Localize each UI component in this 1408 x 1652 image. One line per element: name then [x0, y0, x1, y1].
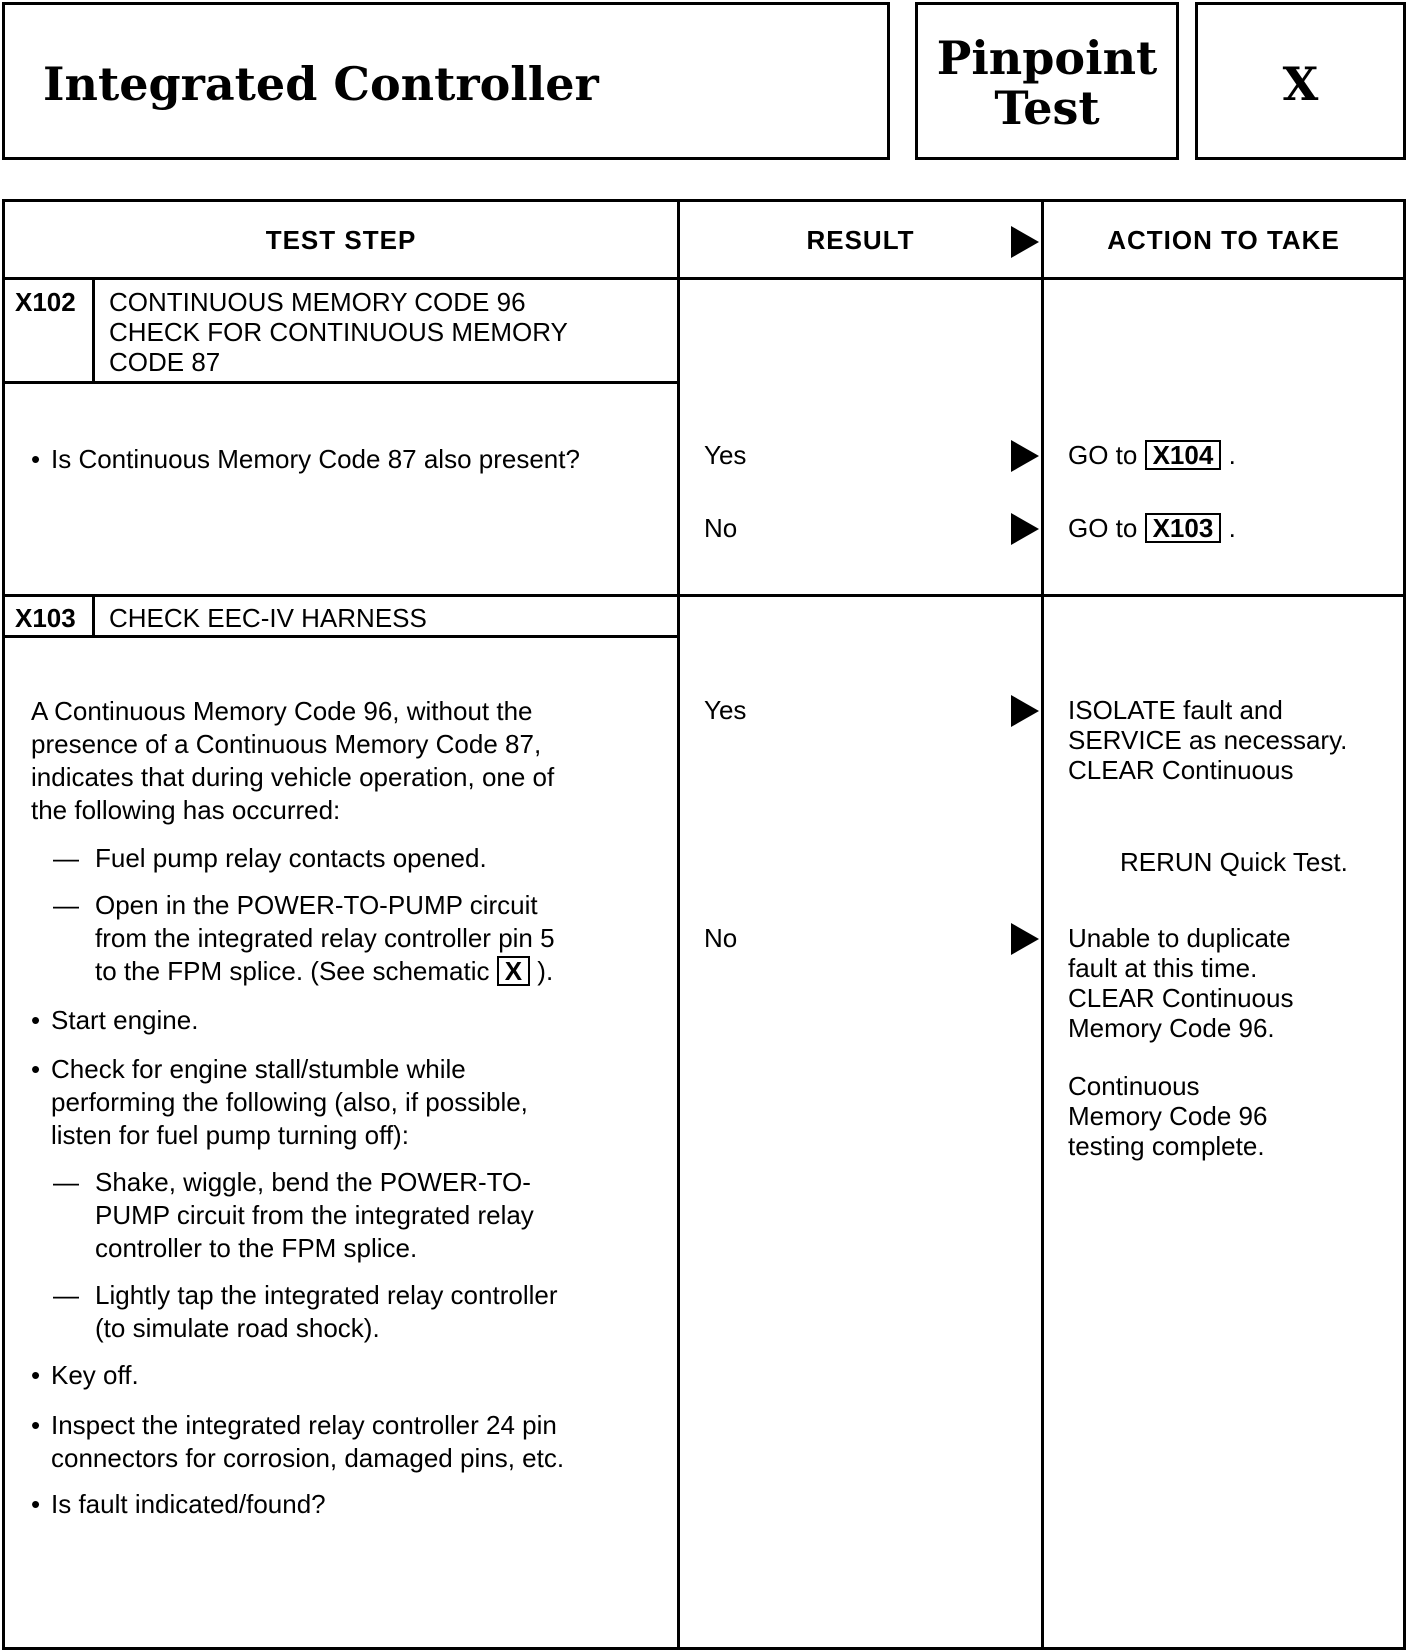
- x102-x103-divider: [5, 594, 1403, 597]
- x103-yes-action-line2: SERVICE as necessary.: [1068, 725, 1348, 755]
- x103-result-yes: Yes: [704, 695, 747, 725]
- dash-2-line2: from the integrated relay controller pin 5: [95, 923, 555, 953]
- dash-4: —: [53, 1280, 79, 1310]
- column-divider-action: [1041, 202, 1044, 1647]
- x102-yes-go-to: GO to: [1068, 440, 1138, 470]
- x102-question: Is Continuous Memory Code 87 also present?: [51, 444, 580, 474]
- x103-id-divider: [92, 594, 95, 638]
- dash-4-line2: (to simulate road shock).: [95, 1313, 380, 1343]
- x102-yes-arrow-icon: [1011, 440, 1039, 472]
- column-divider-result: [677, 202, 680, 1647]
- bullet-fault-text: Is fault indicated/found?: [51, 1489, 326, 1519]
- bullet-start-text: Start engine.: [51, 1005, 199, 1035]
- x102-title-line2: CHECK FOR CONTINUOUS MEMORY: [109, 317, 568, 347]
- x102-no-period: .: [1228, 513, 1236, 543]
- x103-yes-action-line1: ISOLATE fault and: [1068, 695, 1283, 725]
- x102-result-no: No: [704, 513, 738, 543]
- bullet-inspect: •: [31, 1410, 41, 1440]
- x103-no-action-line2: fault at this time.: [1068, 953, 1258, 983]
- x102-no-action: [1068, 512, 1236, 545]
- pinpoint-test-label: [918, 33, 1176, 133]
- dash-3-line2: PUMP circuit from the integrated relay: [95, 1200, 534, 1230]
- x102-yes-action: [1068, 439, 1236, 472]
- bullet-inspect-line1: Inspect the integrated relay controller 24 pin: [51, 1410, 557, 1440]
- dash-2-end: ).: [537, 956, 554, 986]
- test-label: Test: [994, 81, 1100, 135]
- x103-title: CHECK EEC-IV HARNESS: [109, 603, 427, 633]
- x103-no-action-line1: Unable to duplicate: [1068, 923, 1291, 953]
- page-title: Integrated Controller: [43, 57, 599, 111]
- dash-1-text: Fuel pump relay contacts opened.: [95, 843, 487, 873]
- page-header-title-box: [2, 2, 890, 160]
- bullet-check: •: [31, 1054, 41, 1084]
- x103-title-divider: [5, 635, 677, 638]
- bullet-check-line1: Check for engine stall/stumble while: [51, 1054, 466, 1084]
- x102-title-line3: CODE 87: [109, 347, 221, 377]
- x103-yes-action-line3: CLEAR Continuous: [1068, 755, 1294, 785]
- pinpoint-label: Pinpoint: [936, 31, 1158, 85]
- x102-yes-step-ref: X104: [1145, 440, 1222, 470]
- x103-yes-rerun: RERUN Quick Test.: [1120, 847, 1348, 877]
- col-header-action: ACTION TO TAKE: [1107, 225, 1340, 255]
- step-id-x102: X102: [15, 287, 76, 317]
- step-id-x103: X103: [15, 603, 76, 633]
- bullet-start: •: [31, 1005, 41, 1035]
- dash-3: —: [53, 1167, 79, 1197]
- test-letter-box: [1195, 2, 1406, 160]
- x103-complete-line2: Memory Code 96: [1068, 1101, 1268, 1131]
- x103-complete-line3: testing complete.: [1068, 1131, 1265, 1161]
- x103-no-arrow-icon: [1011, 923, 1039, 955]
- x103-intro-line4: the following has occurred:: [31, 795, 341, 825]
- pinpoint-test-box: [915, 2, 1179, 160]
- test-letter: X: [1282, 57, 1319, 111]
- x102-no-arrow-icon: [1011, 513, 1039, 545]
- x102-yes-period: .: [1228, 440, 1236, 470]
- schematic-ref: X: [497, 956, 530, 986]
- x103-no-action-line4: Memory Code 96.: [1068, 1013, 1275, 1043]
- x102-no-go-to: GO to: [1068, 513, 1138, 543]
- dash-2-line1: Open in the POWER-TO-PUMP circuit: [95, 890, 538, 920]
- x102-id-divider: [92, 277, 95, 384]
- x102-bullet: •: [31, 444, 41, 474]
- x103-complete-line1: Continuous: [1068, 1071, 1200, 1101]
- dash-4-line1: Lightly tap the integrated relay controller: [95, 1280, 558, 1310]
- pinpoint-test-table: [2, 199, 1406, 1650]
- dash-2-line3-text: to the FPM splice. (See schematic: [95, 956, 490, 986]
- x102-title-line1: CONTINUOUS MEMORY CODE 96: [109, 287, 526, 317]
- x103-result-no: No: [704, 923, 738, 953]
- x103-yes-arrow-icon: [1011, 695, 1039, 727]
- x103-no-action-line3: CLEAR Continuous: [1068, 983, 1294, 1013]
- result-arrow-icon: [1011, 226, 1039, 258]
- x103-intro-line2: presence of a Continuous Memory Code 87,: [31, 729, 542, 759]
- bullet-key: •: [31, 1360, 41, 1390]
- dash-1: —: [53, 843, 79, 873]
- bullet-inspect-line2: connectors for corrosion, damaged pins, etc.: [51, 1443, 565, 1473]
- col-header-result: RESULT: [806, 225, 915, 255]
- dash-3-line1: Shake, wiggle, bend the POWER-TO-: [95, 1167, 531, 1197]
- col-header-test-step: TEST STEP: [265, 225, 417, 255]
- bullet-fault: •: [31, 1489, 41, 1519]
- x103-intro-line3: indicates that during vehicle operation, one of: [31, 762, 555, 792]
- header-row-divider: [5, 277, 1403, 280]
- bullet-check-line3: listen for fuel pump turning off):: [51, 1120, 409, 1150]
- bullet-check-line2: performing the following (also, if possible,: [51, 1087, 528, 1117]
- x102-no-step-ref: X103: [1145, 513, 1222, 543]
- dash-2-line3: [95, 955, 553, 988]
- x102-result-yes: Yes: [704, 440, 747, 470]
- dash-2: —: [53, 890, 79, 920]
- x102-title-divider: [5, 381, 677, 384]
- dash-3-line3: controller to the FPM splice.: [95, 1233, 418, 1263]
- x103-intro-line1: A Continuous Memory Code 96, without the: [31, 696, 533, 726]
- bullet-key-text: Key off.: [51, 1360, 139, 1390]
